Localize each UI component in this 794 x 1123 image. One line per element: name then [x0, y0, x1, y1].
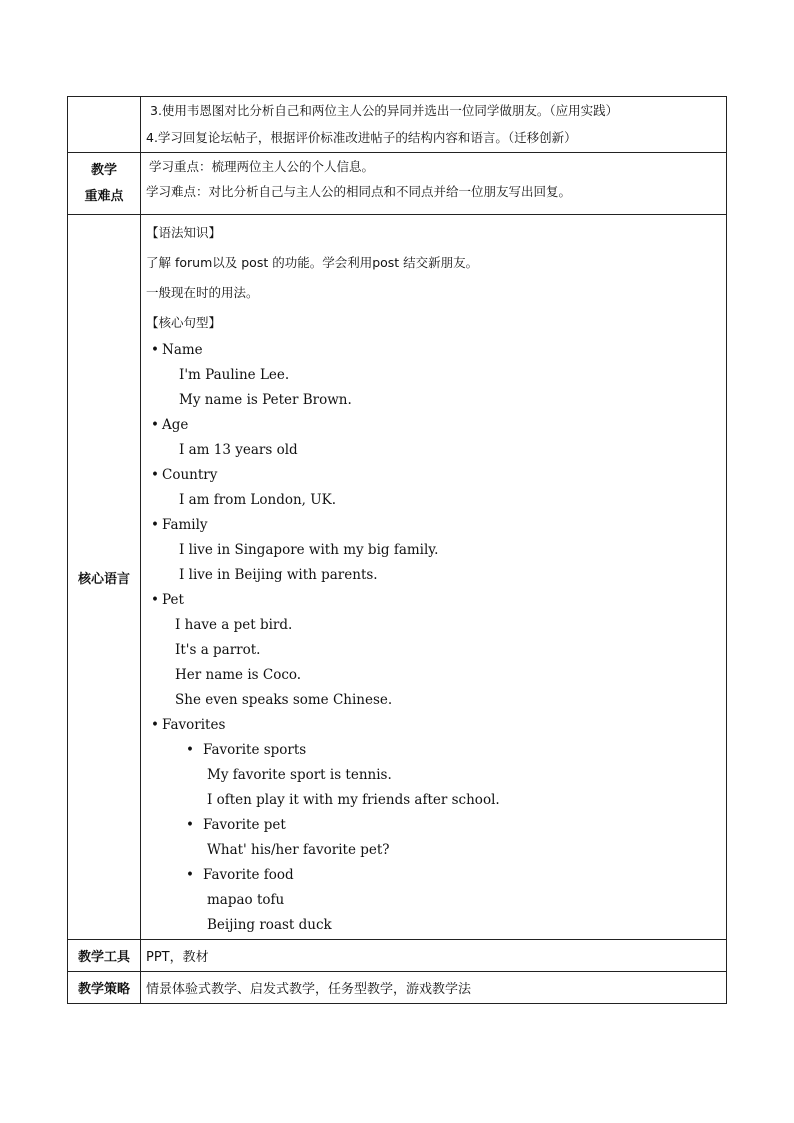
- subtopic-favorite-food-label: Favorite food: [203, 867, 294, 883]
- topic-country: [148, 463, 733, 488]
- bullet-icon: •: [186, 817, 194, 833]
- favorite-pet-sentence-1: What' his/her favorite pet?: [207, 842, 390, 858]
- bullet-icon: •: [151, 517, 159, 533]
- pet-sentence-1: I have a pet bird.: [175, 617, 293, 633]
- subtopic-favorite-sports-label: Favorite sports: [203, 742, 307, 758]
- core-language-label-cell: [68, 215, 141, 940]
- name-sentence-2: My name is Peter Brown.: [179, 392, 352, 408]
- pet-sentence-2: It's a parrot.: [175, 642, 261, 658]
- family-sentence-2: I live in Beijing with parents.: [179, 567, 378, 583]
- bullet-icon: •: [186, 742, 194, 758]
- food-sentence-1: mapao tofu: [207, 892, 285, 908]
- key-difficulty-text: 学习难点：对比分析自己与主人公的相同点和不同点并给一位朋友写出回复。: [146, 184, 572, 199]
- sports-sentence-1: My favorite sport is tennis.: [207, 767, 392, 783]
- subtopic-favorite-food: [177, 863, 762, 888]
- patterns-heading: 【核心句型】: [146, 315, 222, 330]
- topic-favorites: [148, 713, 733, 738]
- bullet-icon: •: [151, 417, 159, 433]
- bullet-icon: •: [151, 342, 159, 358]
- strategy-label: 教学策略: [68, 972, 141, 1004]
- topic-family: [148, 513, 733, 538]
- tools-value: PPT，教材: [141, 940, 727, 972]
- topic-name-label: Name: [162, 342, 203, 358]
- pet-sentence-4: She even speaks some Chinese.: [175, 692, 393, 708]
- key-points-label-cell: [68, 153, 141, 215]
- subtopic-favorite-pet: [177, 813, 762, 838]
- objectives-row: [68, 97, 727, 153]
- key-points-cell: [141, 153, 727, 215]
- key-focus-text: 学习重点：梳理两位主人公的个人信息。: [149, 159, 375, 174]
- grammar-line-1: 了解 forum以及 post 的功能。学会利用post 结交新朋友。: [146, 255, 479, 270]
- key-points-row: [68, 153, 727, 215]
- topic-age-label: Age: [162, 417, 189, 433]
- topic-family-label: Family: [162, 517, 208, 533]
- topic-country-label: Country: [162, 467, 218, 483]
- name-sentence-1: I'm Pauline Lee.: [179, 367, 290, 383]
- bullet-icon: •: [151, 592, 159, 608]
- sports-sentence-2: I often play it with my friends after school.: [207, 792, 500, 808]
- objective-item-3: 3.使用韦恩图对比分析自己和两位主人公的异同并选出一位同学做朋友。（应用实践）: [150, 103, 619, 118]
- topic-name: [148, 338, 733, 363]
- bullet-icon: •: [151, 467, 159, 483]
- tools-label: 教学工具: [68, 940, 141, 972]
- topic-pet-label: Pet: [162, 592, 184, 608]
- strategy-row: [68, 972, 727, 1004]
- country-sentence-1: I am from London, UK.: [179, 492, 337, 508]
- objective-item-4: 4.学习回复论坛帖子，根据评价标准改进帖子的结构内容和语言。（迁移创新）: [146, 130, 577, 145]
- lesson-plan-table: [67, 96, 727, 1004]
- pet-sentence-3: Her name is Coco.: [175, 667, 302, 683]
- core-language-cell: [141, 215, 727, 940]
- topic-favorites-label: Favorites: [162, 717, 226, 733]
- subtopic-favorite-sports: [177, 738, 762, 763]
- grammar-heading: 【语法知识】: [146, 225, 222, 240]
- subtopic-favorite-pet-label: Favorite pet: [203, 817, 286, 833]
- food-sentence-2: Beijing roast duck: [207, 917, 332, 933]
- core-language-label: 核心语言: [77, 571, 130, 587]
- key-points-label-line2: 重难点: [84, 188, 124, 204]
- grammar-line-2: 一般现在时的用法。: [146, 285, 259, 300]
- bullet-icon: •: [186, 867, 194, 883]
- topic-age: [148, 413, 733, 438]
- family-sentence-1: I live in Singapore with my big family.: [179, 542, 439, 558]
- bullet-icon: •: [151, 717, 159, 733]
- core-language-row: [68, 215, 727, 940]
- objectives-cell: [141, 97, 727, 153]
- objectives-label-cell: [68, 97, 141, 153]
- strategy-value: 情景体验式教学、启发式教学，任务型教学，游戏教学法: [141, 972, 727, 1004]
- tools-row: [68, 940, 727, 972]
- topic-pet: [148, 588, 733, 613]
- age-sentence-1: I am 13 years old: [179, 442, 298, 458]
- key-points-label-line1: 教学: [90, 162, 117, 178]
